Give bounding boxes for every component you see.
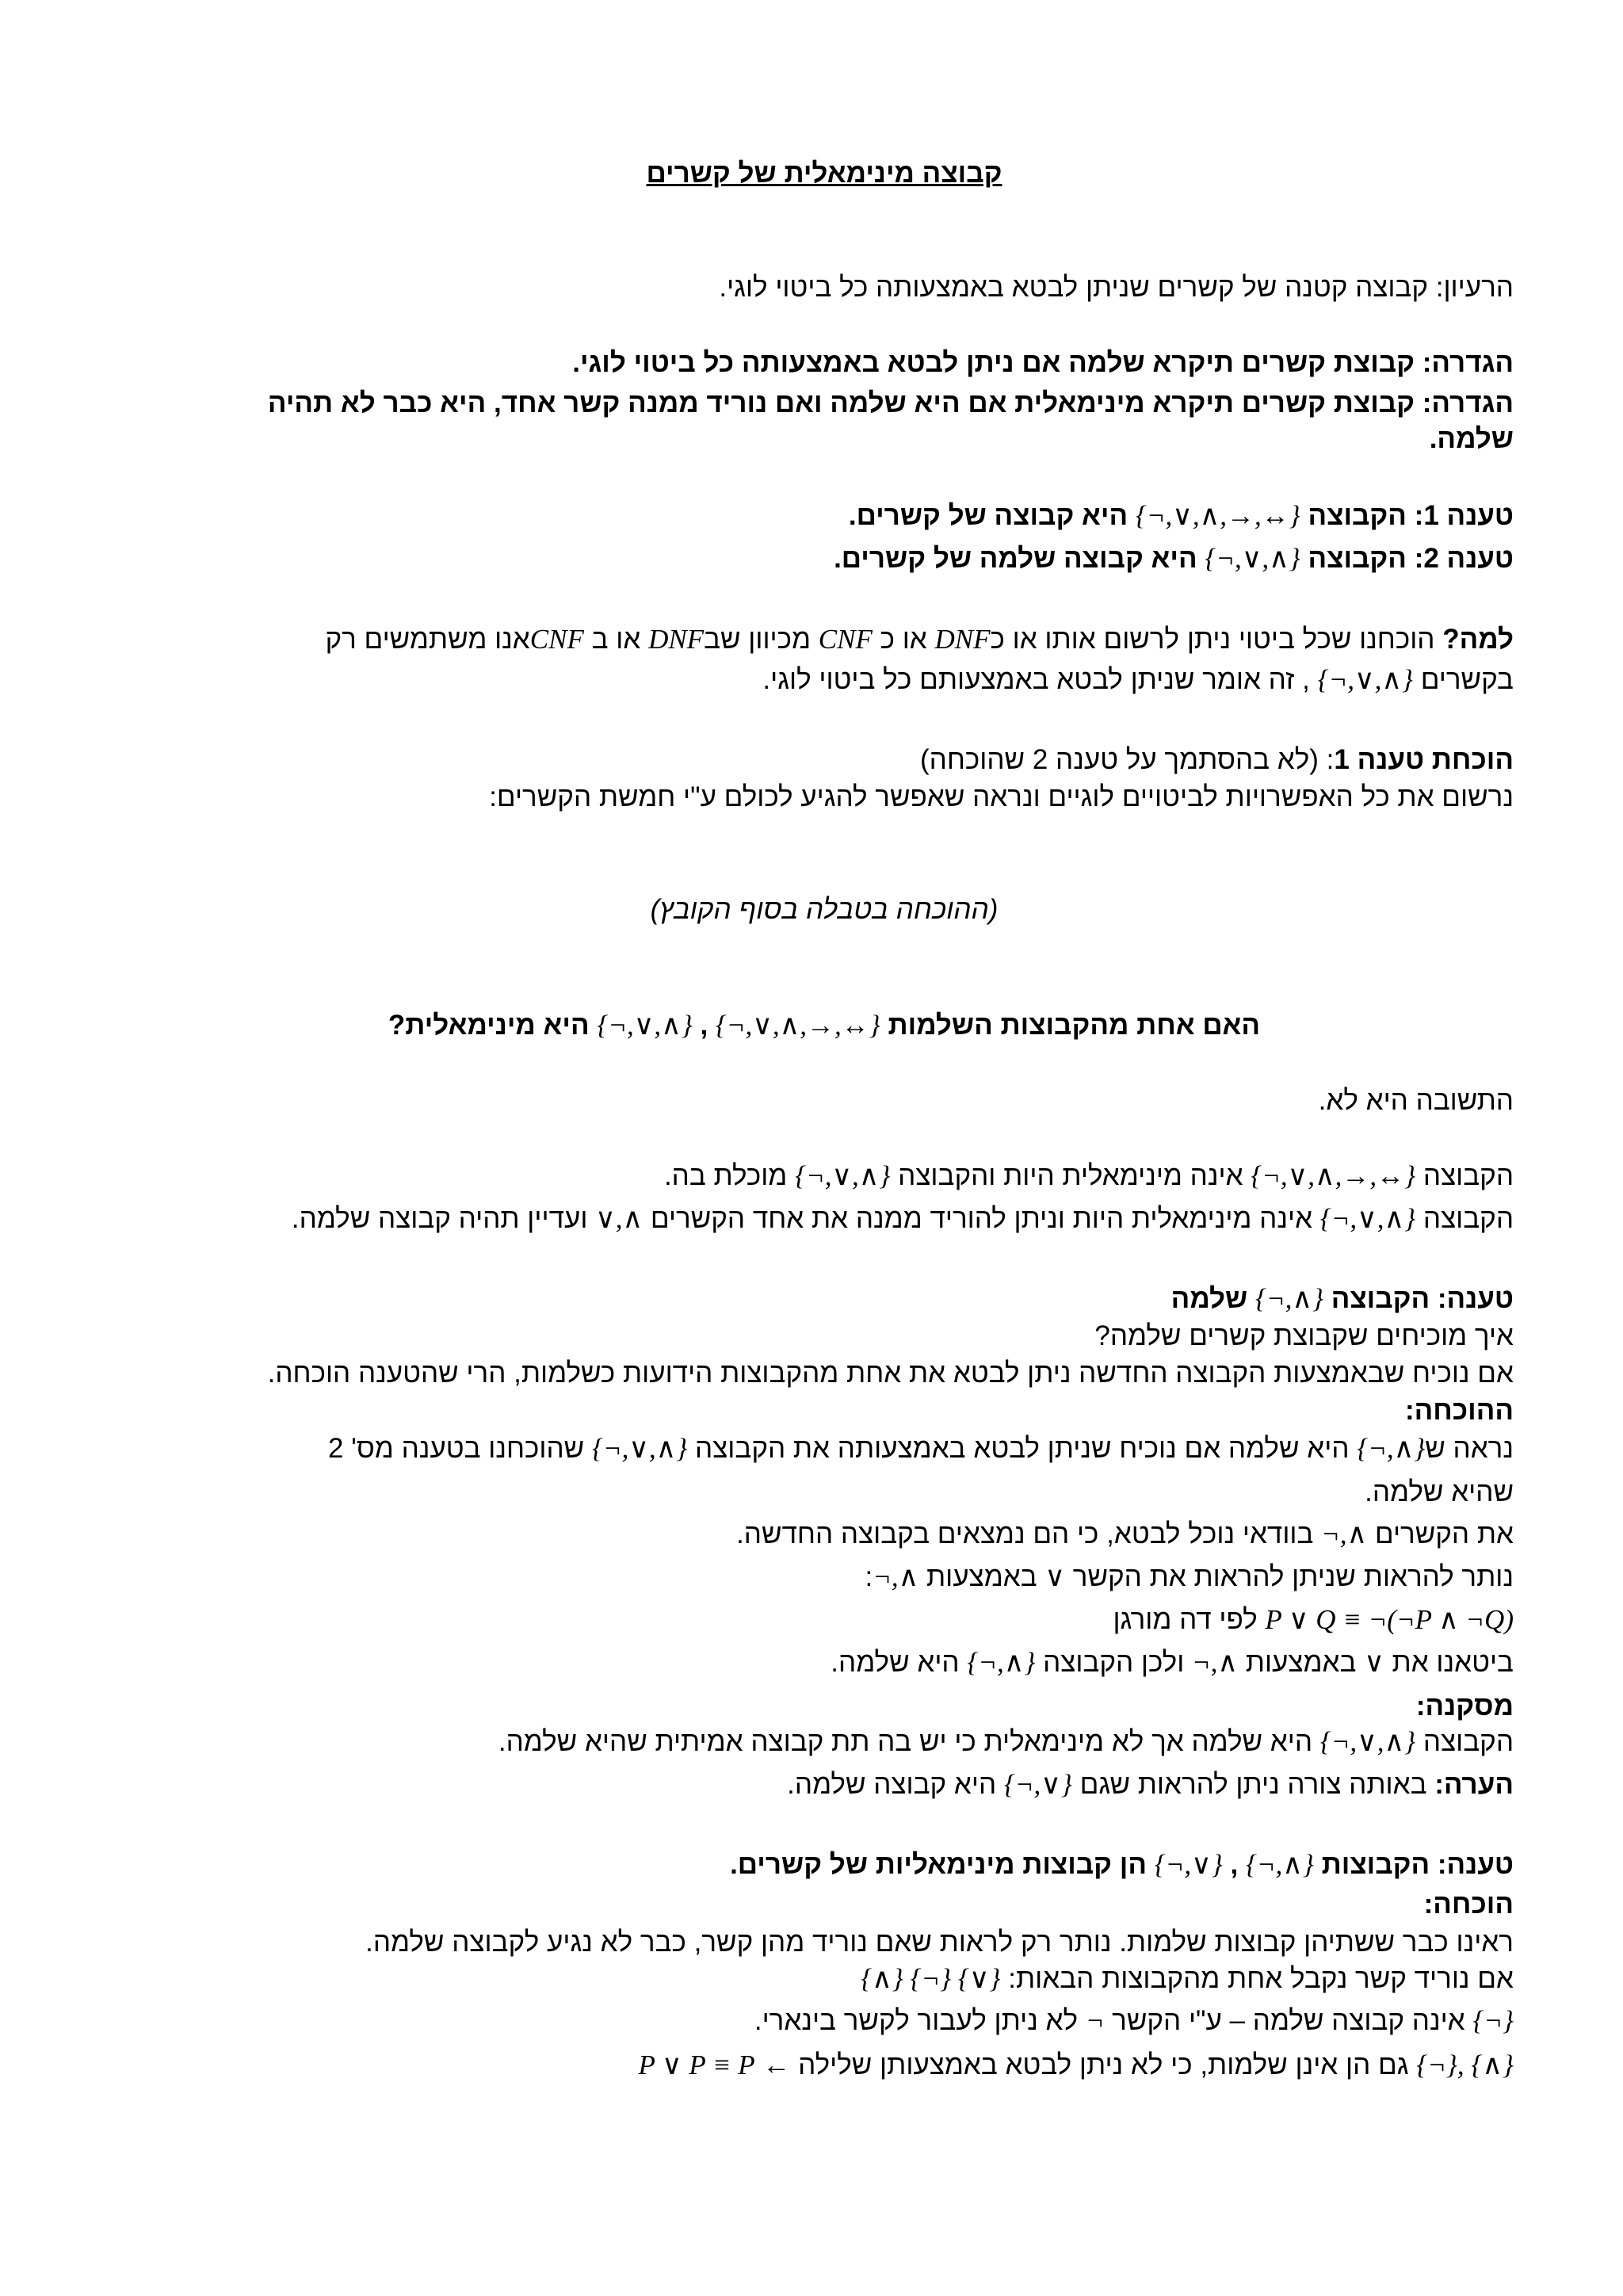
claim-4: טענה: הקבוצות {¬,∧} , {¬,∨} הן קבוצות מינימאליות של קשרים. — [730, 1849, 1514, 1880]
note-line: הערה: באותה צורה ניתן להראות שגם {¬,∨} היא קבוצה שלמה. — [787, 1769, 1514, 1800]
proof-claim-1-line: נרשום את כל האפשרויות לביטויים לוגיים ונראה שאפשר להגיע לכולם ע"י חמשת הקשרים: — [489, 781, 1514, 812]
page-title: קבוצה מינימאלית של קשרים — [646, 158, 1002, 189]
idea-line: הרעיון: קבוצה קטנה של קשרים שניתן לבטא באמצעותה כל ביטוי לוגי. — [719, 272, 1514, 303]
claim-3: טענה: הקבוצה {¬,∧} שלמה — [1170, 1283, 1514, 1314]
table-note: (ההוכחה בטבלה בסוף הקובץ) — [650, 894, 999, 925]
proof-2-line-2: אם נוריד קשר נקבל אחת מהקבוצות הבאות: {∧} {¬} {∨} — [861, 1963, 1514, 1994]
proof-line-1b: שהיא שלמה. — [1365, 1477, 1514, 1507]
conclusion-label: מסקנה: — [1415, 1690, 1514, 1721]
how-answer: אם נוכיח שבאמצעות הקבוצה החדשה ניתן לבטא את אחת מהקבוצות הידועות כשלמות, הרי שהטענה הוכחה. — [267, 1358, 1514, 1389]
set-b-line: הקבוצה {¬,∨,∧} אינה מינימאלית היות וניתן להוריד ממנה את אחד הקשרים ∨,∧ ועדיין תהיה קבוצה שלמה. — [291, 1203, 1514, 1234]
proof-2-line-1: ראינו כבר ששתיהן קבוצות שלמות. נותר רק לראות שאם נוריד מהן קשר, כבר לא נגיע לקבוצה שלמה. — [365, 1927, 1514, 1958]
de-morgan-line: P ∨ Q ≡ ¬(¬P ∧ ¬Q) לפי דה מורגן — [1113, 1604, 1514, 1635]
answer-line: התשובה היא לא. — [1318, 1085, 1514, 1116]
proof-2-line-3: {¬} אינה קבוצה שלמה – ע"י הקשר ¬ לא ניתן לעבור לקשר בינארי. — [754, 2005, 1514, 2036]
proof-label: ההוכחה: — [1404, 1395, 1514, 1426]
how-question: איך מוכיחים שקבוצת קשרים שלמה? — [1094, 1320, 1514, 1351]
definition-complete: הגדרה: קבוצת קשרים תיקרא שלמה אם ניתן לבטא באמצעותה כל ביטוי לוגי. — [572, 347, 1514, 378]
proof-line-3: נותר להראות שניתן להראות את הקשר ∨ באמצעות ¬,∧: — [865, 1561, 1514, 1592]
proof-line-5: ביטאנו את ∨ באמצעות ¬,∧ ולכן הקבוצה {¬,∧} היא שלמה. — [831, 1647, 1514, 1678]
proof-line-2: את הקשרים ¬,∧ בוודאי נוכל לבטא, כי הם נמצאים בקבוצה החדשה. — [736, 1519, 1514, 1549]
proof-line-1: נראה ש{¬,∧} היא שלמה אם נוכיח שניתן לבטא באמצעותה את הקבוצה {¬,∨,∧} שהוכחנו בטענה מס' 2 — [327, 1433, 1514, 1464]
definition-minimal: הגדרה: קבוצת קשרים תיקרא מינימאלית אם היא שלמה ואם נוריד ממנה קשר אחד, היא כבר לא תהיה — [267, 388, 1514, 418]
proof-2-line-4: {¬}, {∧} גם הן אינן שלמות, כי לא ניתן לבטא באמצעותן שלילה ← P ∨ P ≡ P — [638, 2050, 1514, 2080]
why-line-1: למה? הוכחנו שכל ביטוי ניתן לרשום אותו או כDNF או כ CNF מכיוון שבDNF או ב CNFאנו משתמשים רק — [325, 624, 1514, 655]
proof-claim-1-heading: הוכחת טענה 1: (לא בהסתמך על טענה 2 שהוכחה) — [920, 744, 1514, 775]
why-line-2: בקשרים {¬,∨,∧} , זה אומר שניתן לבטא באמצעותם כל ביטוי לוגי. — [762, 664, 1514, 695]
minimal-question: האם אחת מהקבוצות השלמות {¬,∨,∧,→,↔} , {¬,∨,∧} היא מינימאלית? — [388, 1010, 1261, 1041]
conclusion-line: הקבוצה {¬,∨,∧} היא שלמה אך לא מינימאלית כי יש בה תת קבוצה אמיתית שהיא שלמה. — [498, 1726, 1514, 1757]
definition-minimal-cont: שלמה. — [1429, 423, 1514, 454]
set-a-line: הקבוצה {¬,∨,∧,→,↔} אינה מינימאלית היות והקבוצה {¬,∨,∧} מוכלת בה. — [663, 1160, 1514, 1191]
claim-1: טענה 1: הקבוצה {¬,∨,∧,→,↔} היא קבוצה של קשרים. — [848, 500, 1514, 531]
proof-2-label: הוכחה: — [1423, 1889, 1514, 1920]
document-page — [135, 0, 1514, 2296]
claim-2: טענה 2: הקבוצה {¬,∨,∧} היא קבוצה שלמה של קשרים. — [834, 543, 1514, 574]
